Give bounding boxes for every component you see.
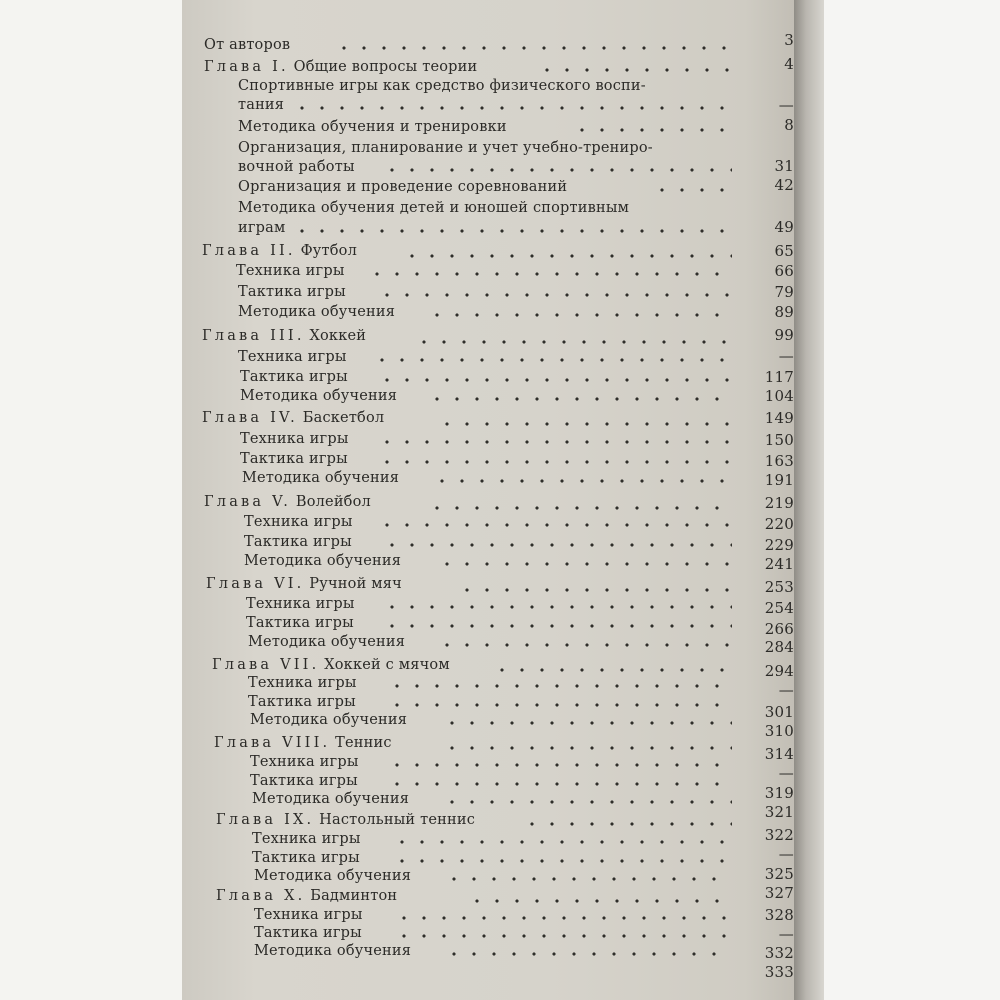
dot-leader — [377, 440, 732, 444]
page-number: 322 — [764, 826, 794, 844]
page-number: 49 — [774, 218, 794, 236]
section-entry: Техника игры — [246, 596, 355, 612]
dot-leader — [467, 899, 732, 903]
dot-leader — [437, 643, 732, 647]
chapter-title: Бадминтон — [310, 888, 398, 904]
chapter-heading — [212, 656, 450, 674]
page-number: 79 — [774, 283, 794, 301]
chapter-prefix: Глава II. — [202, 243, 296, 259]
chapter-title: Волейбол — [295, 494, 371, 510]
dot-leader — [367, 272, 732, 276]
chapter-heading — [216, 811, 475, 829]
page-number: 89 — [774, 303, 794, 321]
section-entry: Техника игры — [244, 514, 353, 530]
section-entry: Методика обучения — [254, 943, 412, 959]
book-page — [182, 0, 794, 1000]
dot-leader — [394, 934, 732, 938]
page-number: 3 — [784, 31, 794, 49]
chapter-title: Ручной мяч — [309, 576, 402, 592]
chapter-prefix: Глава IV. — [202, 410, 298, 426]
page-number: 328 — [764, 906, 794, 924]
section-entry: Тактика игры — [246, 615, 354, 631]
page-number: — — [778, 925, 794, 943]
section-entry-continued: тания — [238, 97, 285, 113]
dot-leader — [292, 229, 732, 233]
chapter-prefix: Глава VI. — [206, 576, 305, 592]
section-entry: Тактика игры — [254, 925, 362, 941]
section-entry: Тактика игры — [244, 534, 352, 550]
section-entry: Тактика игры — [240, 451, 348, 467]
chapter-heading — [202, 327, 366, 345]
dot-leader — [377, 460, 732, 464]
page-number: — — [778, 764, 794, 782]
chapter-heading — [206, 575, 402, 593]
dot-leader — [522, 822, 732, 826]
section-entry: Техника игры — [238, 349, 347, 365]
chapter-title: Футбол — [300, 243, 358, 259]
section-entry: Методика обучения — [252, 791, 410, 807]
dot-leader — [537, 68, 737, 72]
dot-leader — [392, 859, 732, 863]
dot-leader — [394, 916, 732, 920]
section-entry: Методика обучения — [240, 388, 398, 404]
page-number: 319 — [764, 784, 794, 802]
chapter-title: Баскетбол — [302, 410, 385, 426]
page-number: — — [778, 845, 794, 863]
page-number: 253 — [764, 578, 794, 596]
section-entry-continued: играм — [238, 220, 286, 236]
dot-leader — [387, 684, 732, 688]
page-number: 150 — [764, 431, 794, 449]
section-entry: Техника игры — [236, 263, 345, 279]
chapter-prefix: Глава III. — [202, 328, 305, 344]
page-number: 294 — [764, 662, 794, 680]
page-number: 8 — [784, 116, 794, 134]
toc-entry-foreword — [204, 36, 290, 54]
chapter-heading — [202, 409, 384, 427]
page-number: 254 — [764, 599, 794, 617]
dot-leader — [382, 168, 732, 172]
dot-leader — [377, 378, 732, 382]
section-entry: Тактика игры — [250, 773, 358, 789]
chapter-prefix: Глава VIII. — [214, 735, 331, 751]
section-entry: Техника игры — [252, 831, 361, 847]
table-of-contents — [182, 0, 794, 1000]
page-number: 66 — [774, 262, 794, 280]
section-entry: Методика обучения — [250, 712, 408, 728]
chapter-heading — [204, 58, 477, 76]
dot-leader — [372, 358, 732, 362]
page-number: 314 — [764, 745, 794, 763]
section-entry: Техника игры — [240, 431, 349, 447]
section-entry: Методика обучения — [242, 470, 400, 486]
page-number: 163 — [764, 452, 794, 470]
page-number: 42 — [774, 176, 794, 194]
section-entry: Тактика игры — [240, 369, 348, 385]
dot-leader — [377, 523, 732, 527]
dot-leader — [572, 128, 732, 132]
page-number: 325 — [764, 865, 794, 883]
dot-leader — [387, 703, 732, 707]
chapter-prefix: Глава X. — [216, 888, 306, 904]
background-left — [0, 0, 182, 1000]
chapter-title: Теннис — [335, 735, 392, 751]
section-entry: Тактика игры — [252, 850, 360, 866]
page-number: 191 — [764, 471, 794, 489]
entry-label: От авторов — [204, 37, 291, 53]
dot-leader — [292, 106, 732, 110]
section-entry: Методика обучения детей и юношей спортивным — [238, 200, 630, 216]
dot-leader — [444, 952, 732, 956]
page-number: 310 — [764, 722, 794, 740]
dot-leader — [442, 721, 732, 725]
page-number: — — [778, 681, 794, 699]
chapter-title: Общие вопросы теории — [293, 59, 478, 75]
chapter-heading — [214, 734, 392, 752]
dot-leader — [334, 46, 734, 50]
section-entry: Организация, планирование и учет учебно-трениро- — [238, 140, 653, 156]
page-number: 241 — [764, 555, 794, 573]
dot-leader — [437, 422, 732, 426]
page-number: 229 — [764, 536, 794, 554]
dot-leader — [442, 746, 732, 750]
dot-leader — [402, 254, 732, 258]
page-number: 327 — [764, 884, 794, 902]
dot-leader — [427, 313, 732, 317]
section-entry: Методика обучения — [254, 868, 412, 884]
chapter-prefix: Глава V. — [204, 494, 292, 510]
dot-leader — [387, 782, 732, 786]
chapter-title: Хоккей — [309, 328, 367, 344]
section-entry: Методика обучения — [248, 634, 406, 650]
chapter-prefix: Глава VII. — [212, 657, 320, 673]
section-entry: Техника игры — [248, 675, 357, 691]
chapter-heading — [216, 887, 397, 905]
dot-leader — [427, 397, 732, 401]
dot-leader — [382, 605, 732, 609]
background-right — [824, 0, 1000, 1000]
dot-leader — [382, 624, 732, 628]
page-number: — — [778, 96, 794, 114]
dot-leader — [377, 293, 732, 297]
page-number: 149 — [764, 409, 794, 427]
dot-leader — [444, 877, 732, 881]
dot-leader — [492, 668, 732, 672]
section-entry: Техника игры — [250, 754, 359, 770]
page-number: 220 — [764, 515, 794, 533]
dot-leader — [414, 340, 732, 344]
chapter-prefix: Глава IX. — [216, 812, 315, 828]
page-number: 117 — [764, 368, 794, 386]
chapter-heading — [204, 493, 371, 511]
page-number: 301 — [764, 703, 794, 721]
page-number: 333 — [764, 963, 794, 981]
dot-leader — [427, 506, 732, 510]
dot-leader — [442, 800, 732, 804]
section-entry: Тактика игры — [238, 284, 346, 300]
dot-leader — [437, 562, 732, 566]
page-number: 321 — [764, 803, 794, 821]
page-number: 4 — [784, 55, 794, 73]
dot-leader — [382, 543, 732, 547]
section-entry-continued: вочной работы — [238, 159, 355, 175]
chapter-prefix: Глава I. — [204, 59, 289, 75]
section-entry: Методика обучения — [238, 304, 396, 320]
page-number: 104 — [764, 387, 794, 405]
section-entry: Методика обучения и тренировки — [238, 119, 507, 135]
section-entry: Тактика игры — [248, 694, 356, 710]
dot-leader — [652, 188, 732, 192]
page-number: 332 — [764, 944, 794, 962]
section-entry: Спортивные игры как средство физического воспи- — [238, 78, 646, 94]
dot-leader — [387, 763, 732, 767]
page-number: 219 — [764, 494, 794, 512]
section-entry: Организация и проведение соревнований — [238, 179, 568, 195]
page-number: 284 — [764, 638, 794, 656]
page-number: 31 — [774, 157, 794, 175]
dot-leader — [432, 479, 732, 483]
book-spine-shadow — [794, 0, 824, 1000]
section-entry: Техника игры — [254, 907, 363, 923]
chapter-title: Настольный теннис — [319, 812, 476, 828]
page-number: 266 — [764, 620, 794, 638]
chapter-heading — [202, 242, 357, 260]
page-number: 99 — [774, 326, 794, 344]
chapter-title: Хоккей с мячом — [324, 657, 450, 673]
page-number: 65 — [774, 242, 794, 260]
page-number: — — [778, 347, 794, 365]
dot-leader — [457, 588, 732, 592]
dot-leader — [392, 840, 732, 844]
section-entry: Методика обучения — [244, 553, 402, 569]
